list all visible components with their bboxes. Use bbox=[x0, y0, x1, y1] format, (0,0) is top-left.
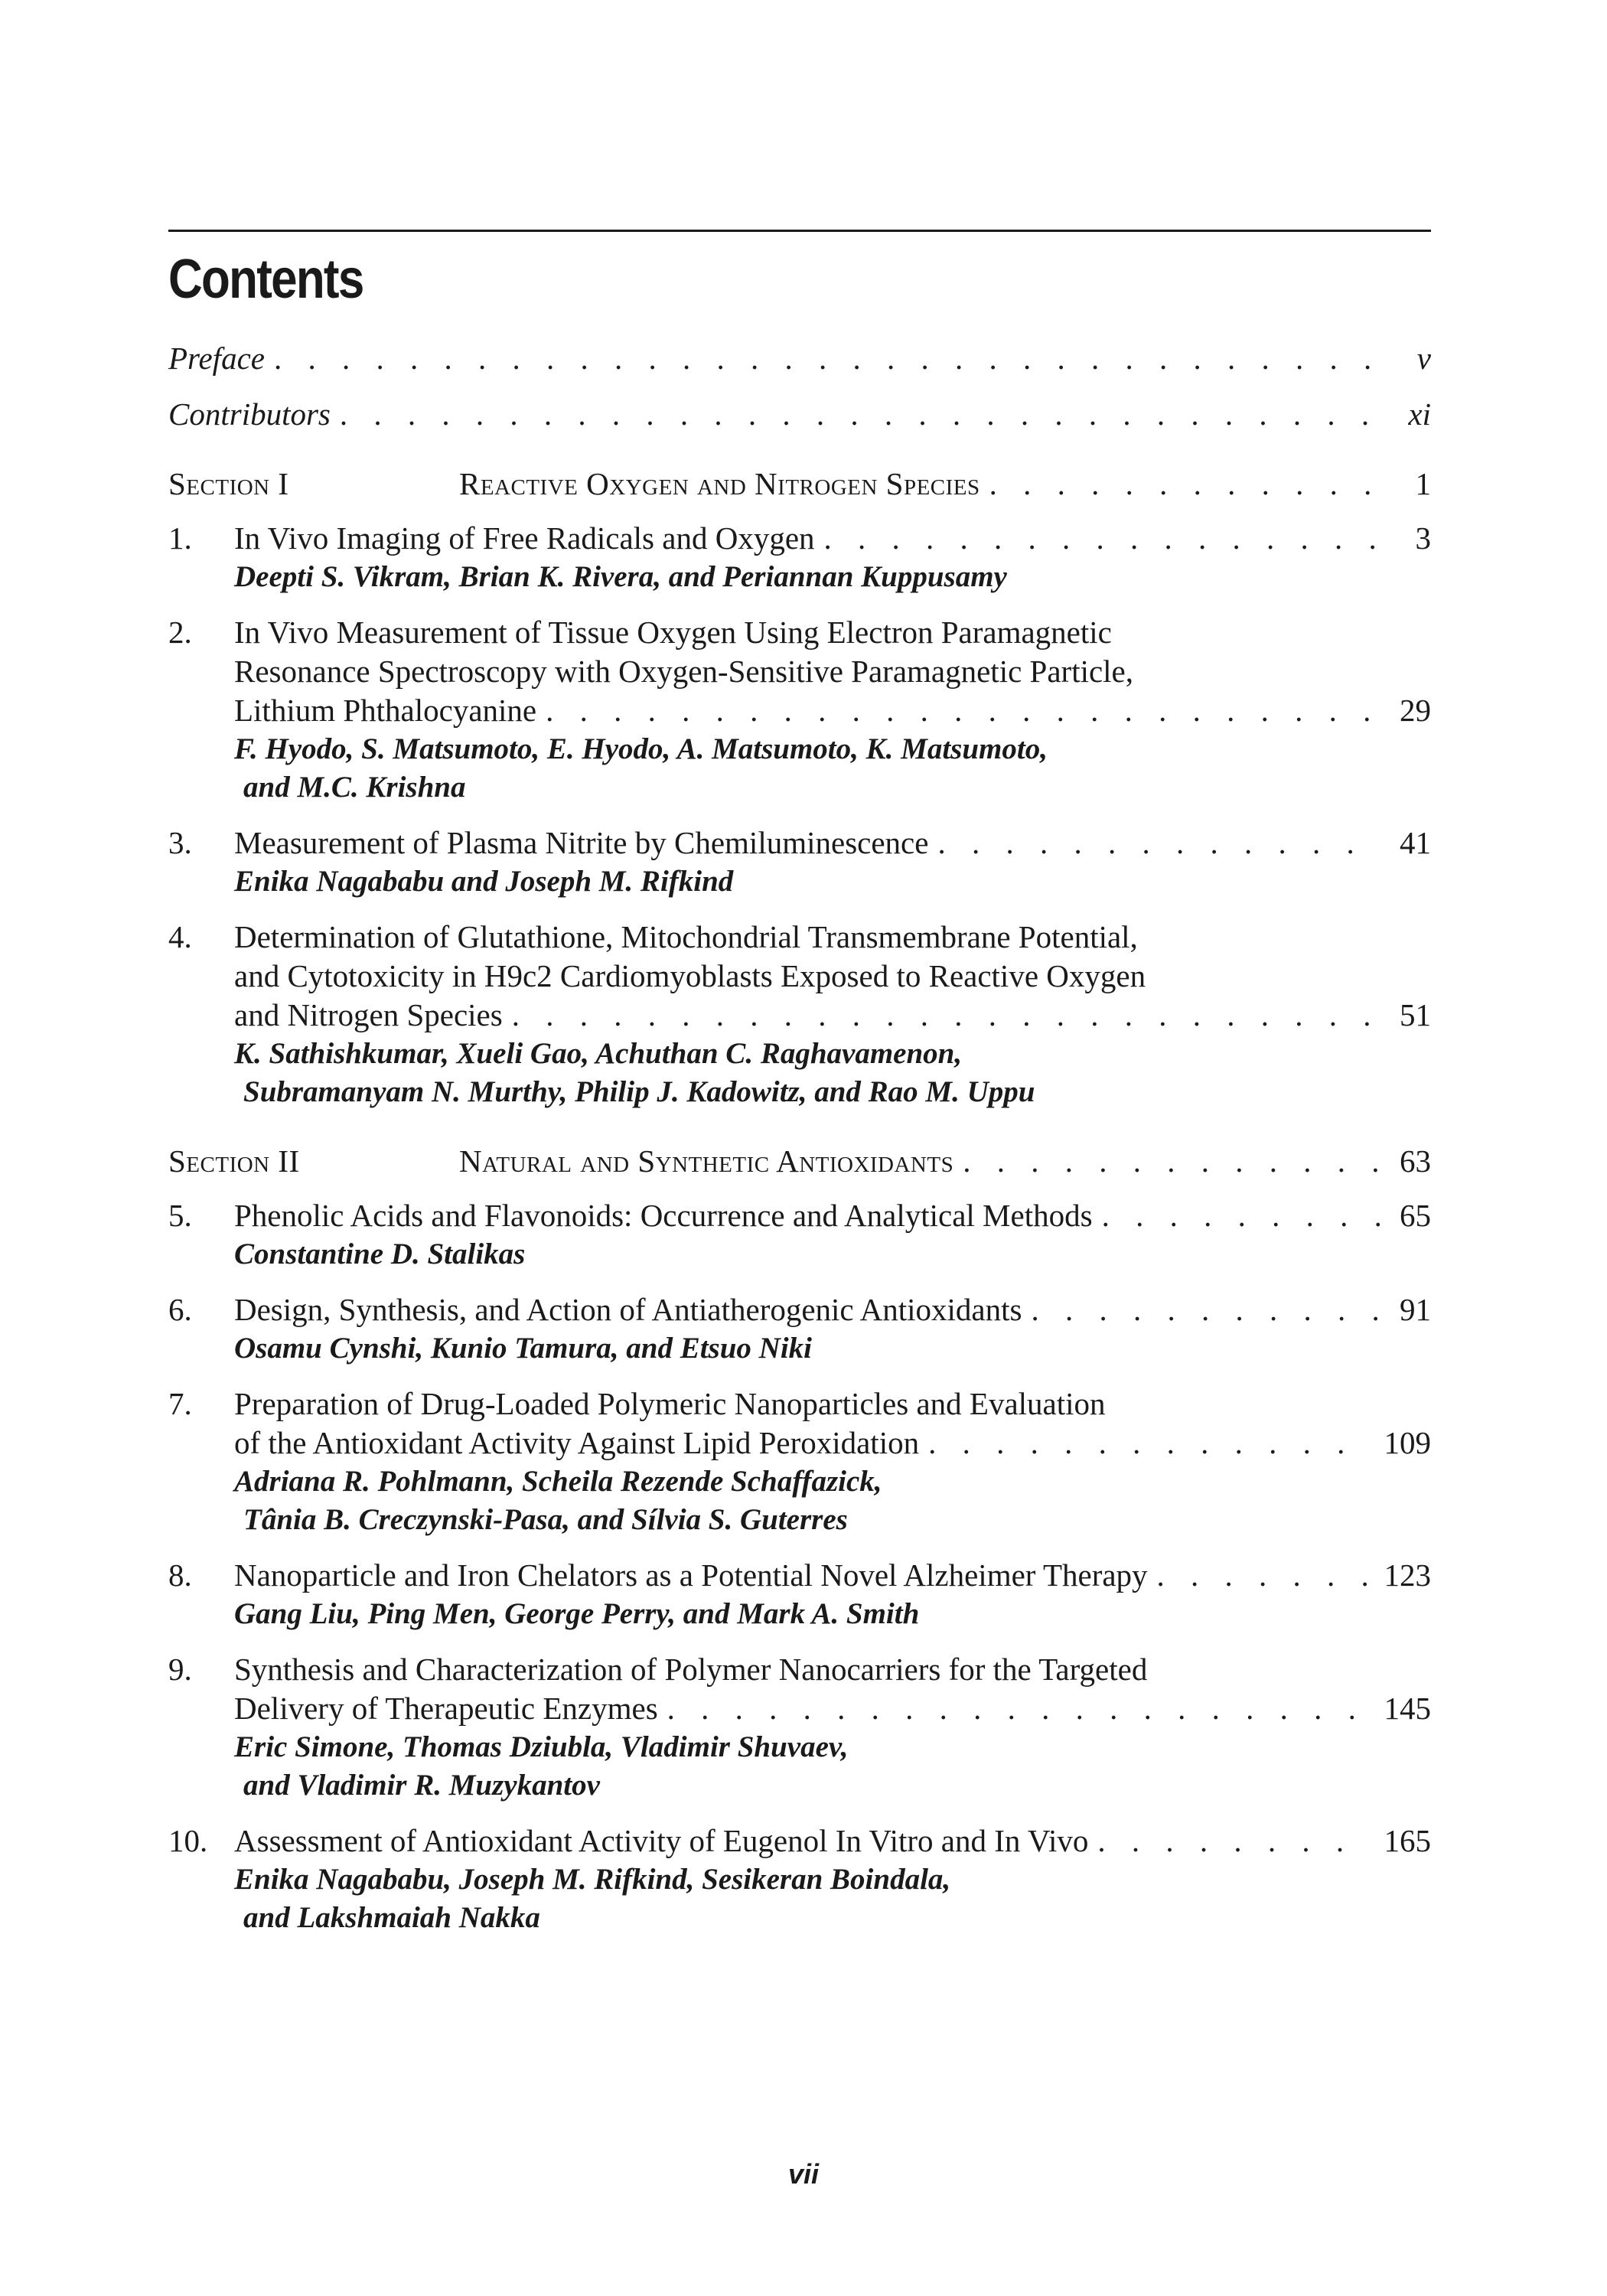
dot-leader bbox=[1031, 1290, 1380, 1329]
chapter-authors-continued: and Vladimir R. Muzykantov bbox=[243, 1769, 600, 1802]
chapter-title: Assessment of Antioxidant Activity of Eugenol In Vitro and In Vivo bbox=[234, 1823, 1089, 1858]
chapter-page: 41 bbox=[1400, 825, 1431, 860]
chapter-authors: Enika Nagababu, Joseph M. Rifkind, Sesikeran Boindala, bbox=[234, 1863, 951, 1896]
page-title: Contents bbox=[168, 249, 363, 310]
chapter-number: 2. bbox=[168, 615, 192, 650]
entry-title: Preface bbox=[168, 341, 265, 376]
chapter-page: 165 bbox=[1384, 1823, 1431, 1858]
chapter-title: Phenolic Acids and Flavonoids: Occurrence and Analytical Methods bbox=[234, 1198, 1093, 1233]
chapter-page: 91 bbox=[1400, 1292, 1431, 1327]
toc-entry-contributors[interactable] bbox=[168, 395, 1431, 434]
dot-leader bbox=[1097, 1821, 1368, 1861]
chapter-title-continued: of the Antioxidant Activity Against Lipid Peroxidation bbox=[234, 1425, 920, 1460]
chapter-authors-continued: and M.C. Krishna bbox=[243, 771, 466, 804]
dot-leader bbox=[937, 823, 1380, 863]
chapter-title: Measurement of Plasma Nitrite by Chemiluminescence bbox=[234, 825, 929, 860]
section-label: Section I bbox=[168, 466, 289, 501]
chapter-entry-7[interactable] bbox=[168, 1384, 1431, 1539]
dot-leader bbox=[989, 465, 1380, 504]
chapter-page: 29 bbox=[1400, 693, 1431, 728]
dot-leader bbox=[1102, 1196, 1380, 1235]
dot-leader bbox=[824, 519, 1380, 558]
chapter-entry-5[interactable] bbox=[168, 1196, 1431, 1274]
chapter-authors: Gang Liu, Ping Men, George Perry, and Mark A. Smith bbox=[234, 1597, 920, 1630]
chapter-page: 3 bbox=[1415, 520, 1431, 556]
chapter-number: 6. bbox=[168, 1292, 192, 1327]
chapter-number: 4. bbox=[168, 919, 192, 954]
dot-leader bbox=[546, 691, 1380, 730]
chapter-number: 9. bbox=[168, 1652, 192, 1687]
chapter-title: Preparation of Drug-Loaded Polymeric Nanoparticles and Evaluation bbox=[234, 1386, 1106, 1421]
chapter-authors: Eric Simone, Thomas Dziubla, Vladimir Shuvaev, bbox=[234, 1730, 849, 1763]
chapter-entry-2[interactable] bbox=[168, 613, 1431, 807]
chapter-entry-3[interactable] bbox=[168, 823, 1431, 901]
contents-page bbox=[168, 230, 1431, 1954]
chapter-title-continued: Delivery of Therapeutic Enzymes bbox=[234, 1691, 658, 1726]
chapter-entry-4[interactable] bbox=[168, 918, 1431, 1111]
chapter-title: Determination of Glutathione, Mitochondrial Transmembrane Potential, bbox=[234, 919, 1138, 954]
chapter-title: Synthesis and Characterization of Polymer Nanocarriers for the Targeted bbox=[234, 1652, 1148, 1687]
chapter-entry-10[interactable] bbox=[168, 1821, 1431, 1937]
chapter-page: 109 bbox=[1384, 1425, 1431, 1460]
chapter-authors: Enika Nagababu and Joseph M. Rifkind bbox=[234, 865, 734, 898]
chapter-number: 5. bbox=[168, 1198, 192, 1233]
top-rule bbox=[168, 230, 1431, 232]
entry-page: xi bbox=[1408, 396, 1431, 432]
entry-page: v bbox=[1416, 341, 1431, 376]
page-folio: vii bbox=[787, 2158, 820, 2190]
chapter-authors: Constantine D. Stalikas bbox=[234, 1238, 526, 1270]
chapter-entry-1[interactable] bbox=[168, 519, 1431, 596]
chapter-number: 8. bbox=[168, 1557, 192, 1593]
chapter-authors: K. Sathishkumar, Xueli Gao, Achuthan C. Raghavamenon, bbox=[234, 1037, 963, 1070]
section-heading-2[interactable] bbox=[168, 1142, 1431, 1181]
entry-title: Contributors bbox=[168, 396, 331, 432]
chapter-authors: Osamu Cynshi, Kunio Tamura, and Etsuo Niki bbox=[234, 1332, 812, 1365]
section-label: Section II bbox=[168, 1143, 300, 1179]
chapter-title-continued: and Nitrogen Species bbox=[234, 997, 503, 1032]
chapter-page: 145 bbox=[1384, 1691, 1431, 1726]
dot-leader bbox=[928, 1424, 1368, 1463]
chapter-authors: Deepti S. Vikram, Brian K. Rivera, and Periannan Kuppusamy bbox=[234, 560, 1007, 593]
section-title: Natural and Synthetic Antioxidants bbox=[459, 1143, 954, 1179]
chapter-number: 3. bbox=[168, 825, 192, 860]
chapter-page: 123 bbox=[1384, 1557, 1431, 1593]
chapter-number: 10. bbox=[168, 1823, 208, 1858]
chapter-authors: Adriana R. Pohlmann, Scheila Rezende Schaffazick, bbox=[234, 1465, 882, 1498]
section-page: 1 bbox=[1415, 466, 1431, 501]
chapter-authors-continued: Subramanyam N. Murthy, Philip J. Kadowitz, and Rao M. Uppu bbox=[243, 1075, 1035, 1108]
section-page: 63 bbox=[1400, 1143, 1431, 1179]
chapter-title: Nanoparticle and Iron Chelators as a Potential Novel Alzheimer Therapy bbox=[234, 1557, 1148, 1593]
chapter-entry-8[interactable] bbox=[168, 1556, 1431, 1633]
section-title: Reactive Oxygen and Nitrogen Species bbox=[459, 466, 980, 501]
dot-leader bbox=[512, 996, 1380, 1035]
section-heading-1[interactable] bbox=[168, 465, 1431, 504]
chapter-page: 65 bbox=[1400, 1198, 1431, 1233]
dot-leader bbox=[963, 1142, 1380, 1181]
chapter-title: In Vivo Imaging of Free Radicals and Oxygen bbox=[234, 520, 815, 556]
chapter-authors-continued: Tânia B. Creczynski-Pasa, and Sílvia S. Guterres bbox=[243, 1503, 848, 1536]
chapter-entry-9[interactable] bbox=[168, 1650, 1431, 1805]
chapter-number: 1. bbox=[168, 520, 192, 556]
dot-leader bbox=[274, 339, 1380, 378]
chapter-authors: F. Hyodo, S. Matsumoto, E. Hyodo, A. Matsumoto, K. Matsumoto, bbox=[234, 732, 1048, 765]
dot-leader bbox=[667, 1689, 1369, 1728]
chapter-title-continued: and Cytotoxicity in H9c2 Cardiomyoblasts Exposed to Reactive Oxygen bbox=[234, 958, 1146, 993]
dot-leader bbox=[340, 395, 1380, 434]
chapter-number: 7. bbox=[168, 1386, 192, 1421]
dot-leader bbox=[1157, 1556, 1369, 1595]
chapter-title-continued: Lithium Phthalocyanine bbox=[234, 693, 537, 728]
chapter-page: 51 bbox=[1400, 997, 1431, 1032]
chapter-entry-6[interactable] bbox=[168, 1290, 1431, 1368]
chapter-title: Design, Synthesis, and Action of Antiatherogenic Antioxidants bbox=[234, 1292, 1022, 1327]
chapter-title-continued: Resonance Spectroscopy with Oxygen-Sensitive Paramagnetic Particle, bbox=[234, 654, 1134, 689]
chapter-title: In Vivo Measurement of Tissue Oxygen Using Electron Paramagnetic bbox=[234, 615, 1112, 650]
toc-entry-preface[interactable] bbox=[168, 339, 1431, 378]
chapter-authors-continued: and Lakshmaiah Nakka bbox=[243, 1901, 540, 1934]
